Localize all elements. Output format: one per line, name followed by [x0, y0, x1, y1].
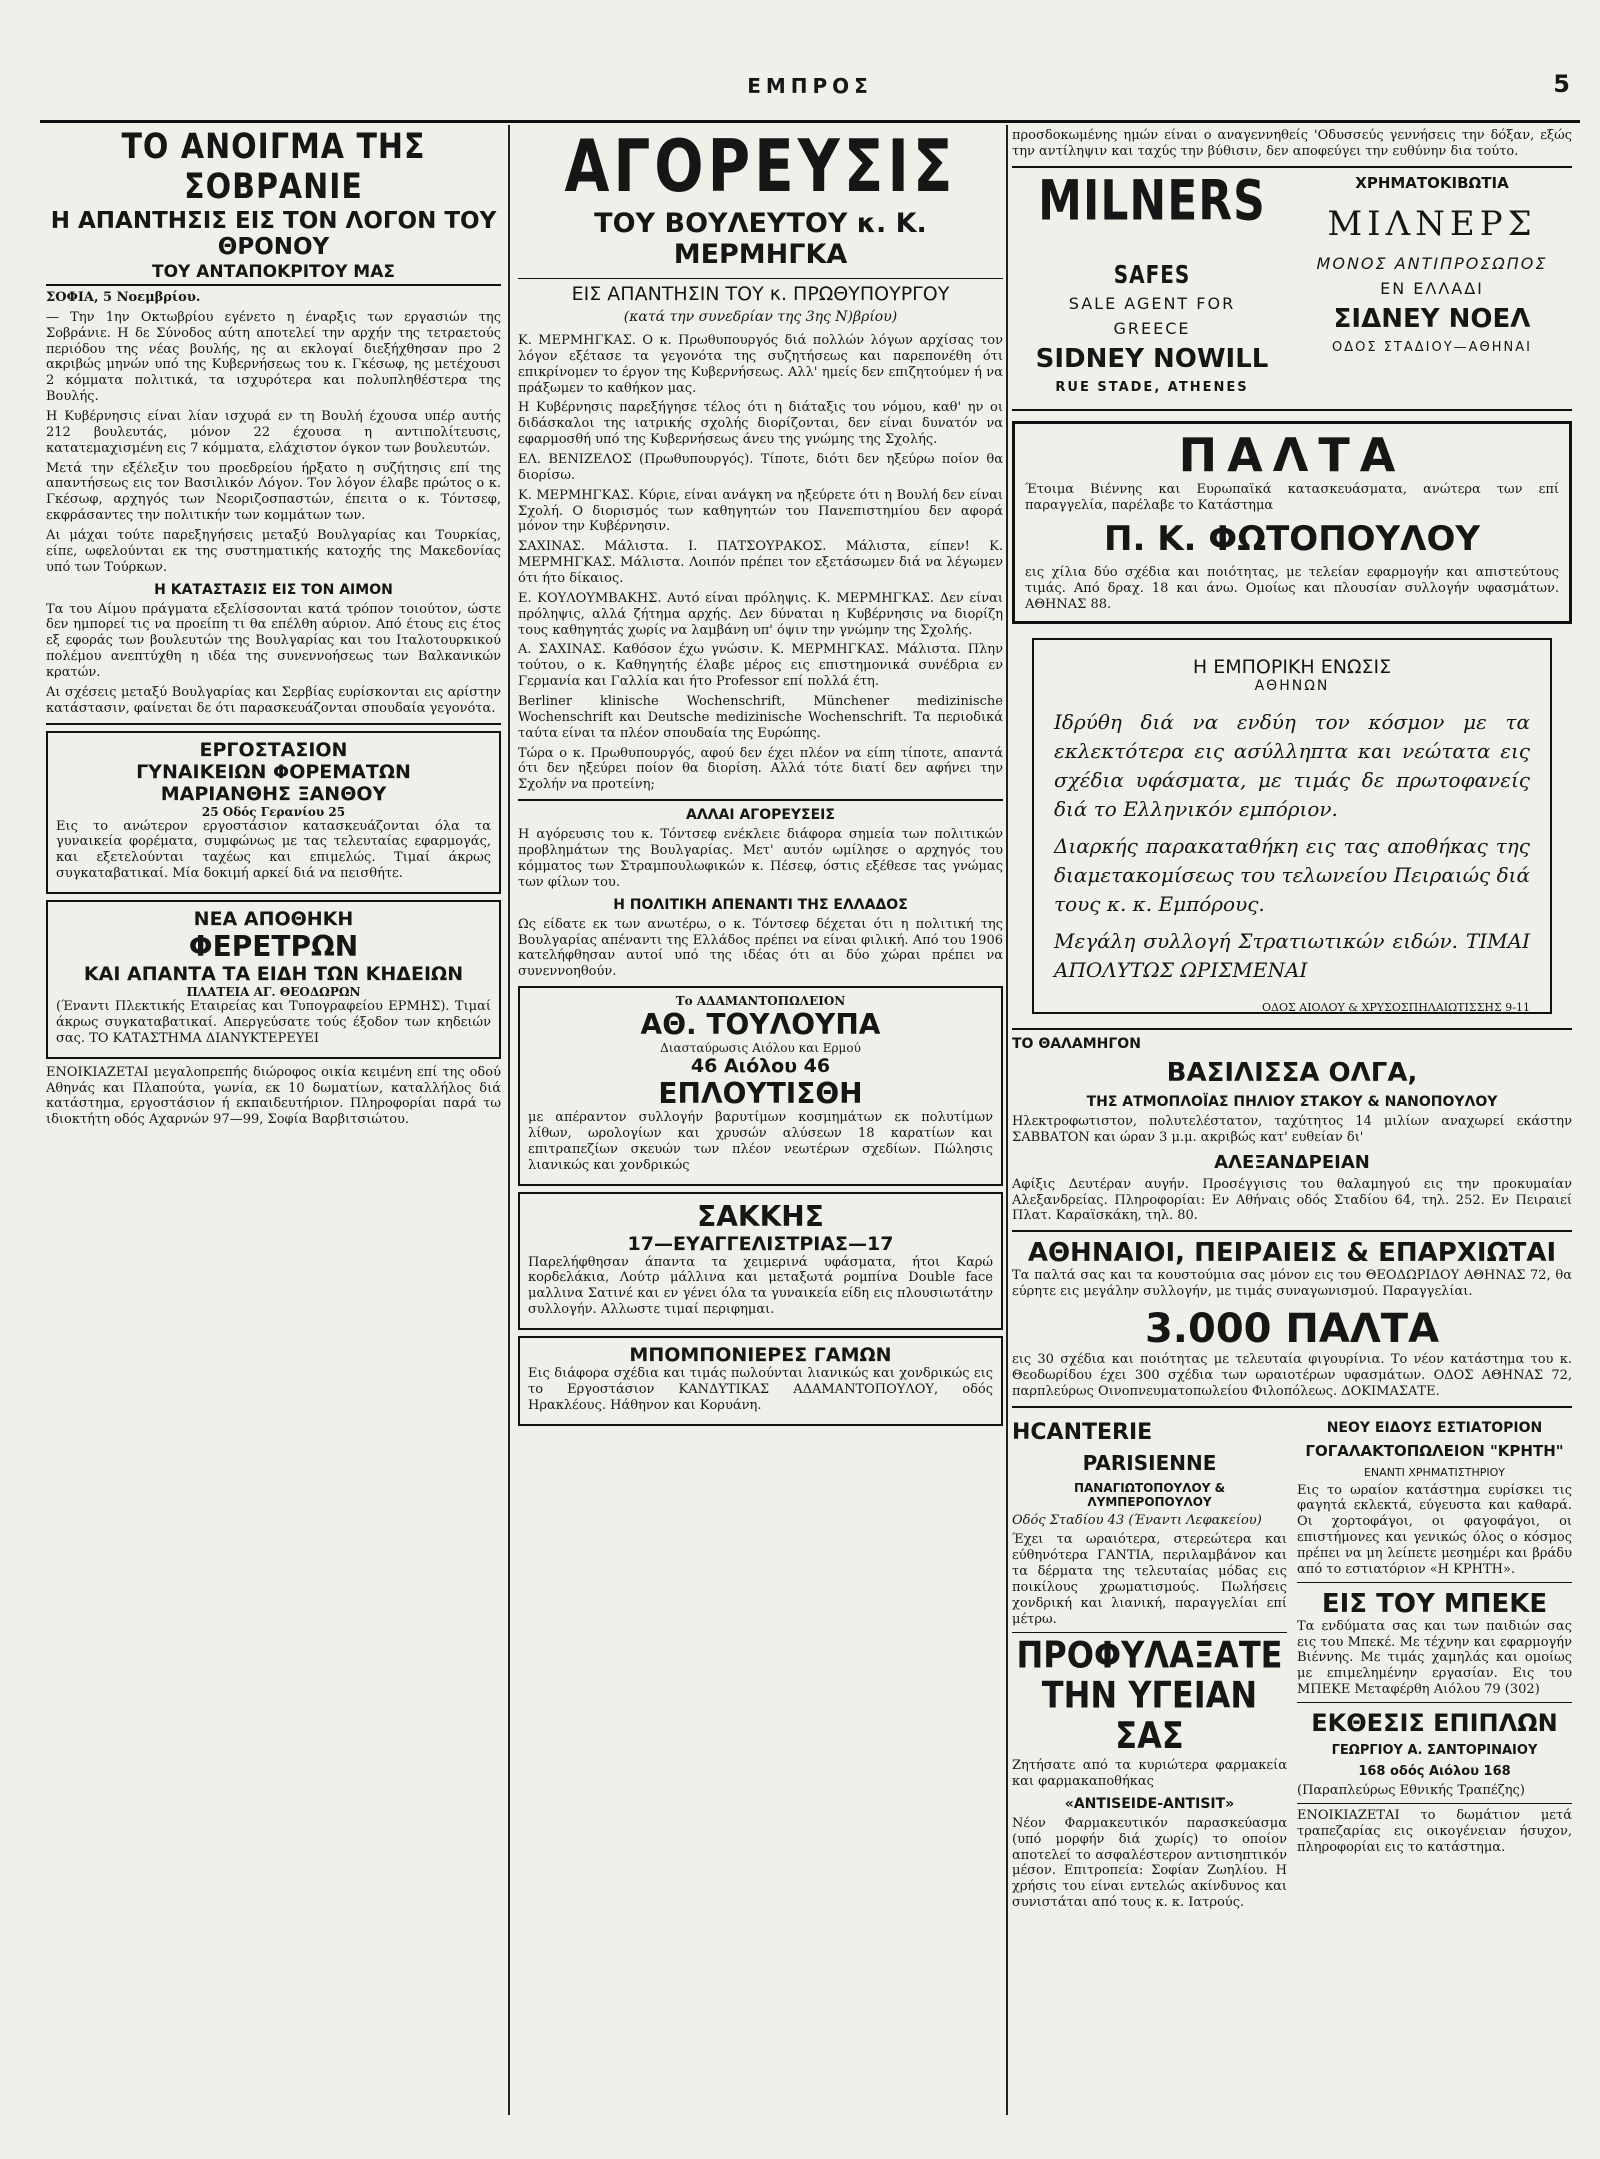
ad-body: Παρελήφθησαν άπαντα τα χειμερινά υφάσματα, ήτοι Καρώ κορδελάκια, Λούτρ μάλλινα και μεταξωτά ρομπίνα Double face μαλλινα Σατινέ και εν γένει όλα τα γυναικεία είδη εις πλουσιωτάτην συλλογήν. Αλλωστε τιμαί περιφημαι.: [528, 1254, 993, 1318]
ad-name: ΒΑΣΙΛΙΣΣΑ ΟΛΓΑ,: [1166, 1058, 1418, 1089]
ad-logo-text: ΜΙΛΝΕΡΣ: [1327, 203, 1537, 244]
article-paragraph: Η Κυβέρνησις παρεξήγησε τέλος ότι η διάταξις του νόμου, καθ' ην οι διδάσκαλοι της ιατρικής σχολής διορίζονται, δεν είναι δυνατόν να εφαρμοσθή υπό της Κυβερνήσεως άνευ της γνώμης της Σχολής.: [518, 400, 1003, 448]
ad-olga: [1012, 1036, 1572, 1224]
article-paragraph: Αι μάχαι τούτε παρεξηγήσεις μεταξύ Βουλγαρίας και Τουρκίας, είπε, ωφελούνται εκ της συστηματικής κατοχής της Μακεδονίας υπό των Τούρκων.: [46, 528, 501, 575]
ad-address: ΕΝΑΝΤΙ ΧΡΗΜΑΤΙΣΤΗΡΙΟΥ: [1363, 1465, 1505, 1479]
speech-session-note: (κατά την συνεδρίαν της 3ης Ν)βρίου): [623, 309, 898, 325]
ad-milners-greek: [1292, 174, 1572, 401]
ad-title: Η ΕΜΠΟΡΙΚΗ ΕΝΩΣΙΣ: [1192, 656, 1392, 679]
ad-title: ΗCANTERIE: [1012, 1419, 1153, 1445]
divider: [1297, 1702, 1572, 1703]
ad-address: RUE STADE, ATHENES: [1055, 379, 1249, 395]
article-paragraph: προσδοκωμένης ημών είναι ο αναγεννηθείς 'Οδυσσεύς γεννήσεις την δόξαν, εξώς την αντίληψιν και ταχύς την βύθισιν, δεν αποφεύγει την ευθύνην δια τούτο.: [1012, 128, 1572, 159]
ad-line: SALE AGENT FOR: [1068, 293, 1236, 313]
page-number: 5: [1553, 70, 1570, 98]
ad-brand: «ANTISEIDE-ANTISIT»: [1064, 1795, 1235, 1812]
ad-body: Τα ενδύματα σας και των παιδιών σας εις του Μπεκέ. Με τέχνην και εφαρμογήν Βιέννης. Με τιμάς χαμηλάς και ομοίως με επιμελημένην εργασίαν. Εις του ΜΠΕΚΕ Μεταφέρθη Αιόλου 79 (302): [1297, 1618, 1572, 1698]
ad-title: ΑΘΗΝΩΝ: [1254, 678, 1330, 695]
ad-column-right: [1297, 1414, 1572, 1915]
ad-title: ΣΑΚΚΗΣ: [697, 1199, 824, 1233]
ad-title: ΕΡΓΟΣΤΑΣΙΟΝ: [199, 738, 348, 761]
article-paragraph: — Την 1ην Οκτωβρίου εγένετο η έναρξις των εργασιών της Σοβράνιε. Η δε Σύνοδος αύτη αποτελεί την αρχήν της τετραετούς περιόδου της νέας βουλής, ης αι εκλογαί διεξήχθησαν προ 2 ακριβώς μηνών υπό της Κυβερνήσεως του κ. Γκέσωφ, ης μετέχουσι 2 κόμματα πολιτικά, τα ισχυρότερα και πολυπληθέστερα της Βουλής.: [46, 309, 501, 405]
ad-palta: [1012, 421, 1572, 624]
classified-ad: ΕΝΟΙΚΙΑΖΕΤΑΙ μεγαλοπρεπής διώροφος οικία κειμένη επί της οδού Αθηνάς και Πλαπούτα, γωνία, εκ 10 δωματίων, καταλλήλος διά κατάστημα, εργοστάσιον ή εκπαιδευτήριον. Πληροφορίαι παρά τω ιδιοκτήτη οδός Αχαρνών 97—99, Σοφία Βαρβιτσιώτου.: [46, 1064, 501, 1128]
ad-address: Οδός Σταδίου 43 (Έναντι Λεφακείου): [1012, 1512, 1262, 1528]
speech-reply-line: ΕΙΣ ΑΠΑΝΤΗΣΙΝ ΤΟΥ κ. ΠΡΩΘΥΠΟΥΡΓΟΥ: [518, 278, 1003, 305]
ad-body: Εις το ωραίον κατάστημα ευρίσκει τις φαγητά εκλεκτά, εύγευστα και καθαρά. Οι χορτοφάγοι, οι φαγοφάγοι, οι επιστήμονες και γενικώς όλος ο κόσμος πρέπει να μη λείπετε μεσημέρι και βράδυ από το εστιατόριον «Η ΚΡΗΤΗ».: [1297, 1482, 1572, 1577]
ad-logo-sub: SAFES: [1113, 258, 1191, 289]
ad-feretron: [46, 900, 501, 1059]
column-divider: [1006, 125, 1008, 2115]
ad-body: Εις το ανώτερον εργοστάσιον κατασκευάζονται όλα τα γυναικεία φορέματα, συμφώνως με τας τελευταίας εφαρμογάς, και εξετελούνται ταχέως και επιμελώς. Τιμαί άκρως συγκαταβατικαί. Μία δοκιμή αρκεί διά να πεισθήτε.: [56, 818, 491, 882]
ad-title: ΤΟ ΘΑΛΑΜΗΓΟΝ: [1012, 1036, 1141, 1053]
section-heading: Η ΠΟΛΙΤΙΚΗ ΑΠΕΝΑΝΤΙ ΤΗΣ ΕΛΛΑΔΟΣ: [613, 896, 908, 913]
article-paragraph: Η αγόρευσις του κ. Τόντσεφ ενέκλειε διάφορα σημεία των πολιτικών προβλημάτων της Βουλγαρίας. Μετ' αυτόν ωμίλησε ο αρχηγός του κόμματος των Στραμπουλωφικών κ. Πέσεφ, όστις εξέθεσε τας γνώμας των φίλων του.: [518, 827, 1003, 890]
article-paragraph: Μετά την εξέλεξιν του προεδρείου ήρξατο η συζήτησις επί της απαντήσεως εις τον Βασιλικόν Λόγον. Τον λόγον έλαβε πρώτος ο κ. Γκέσωφ, αρχηγός των Νεοριζοσπαστών, έπειτα ο κ. Τόντσεφ, εκφράσαντες την πολιτικήν των κομμάτων των.: [46, 460, 501, 524]
ad-title: ΠΡΟΦΥΛΑΞΑΤΕ ΤΗΝ ΥΓΕΙΑΝ ΣΑΣ: [1016, 1632, 1283, 1758]
ad-title: ΝΕΟΥ ΕΙΔΟΥΣ ΕΣΤΙΑΤΟΡΙΟΝ: [1326, 1419, 1543, 1436]
ad-body: Έχει τα ωραιότερα, στερεώτερα και εύθηνότερα ΓΑΝΤΙΑ, περιλαμβάνον και τα δέρματα της τελευταίας μόδας εις ποικίλους χρωματισμούς. Πωλήσεις χονδρική και λιανική, παραγγελίαι επί μέτρω.: [1012, 1532, 1287, 1627]
article-paragraph: Α. ΣΑΧΙΝΑΣ. Καθόσον έχω γνώσιν. Κ. ΜΕΡΜΗΓΚΑΣ. Μάλιστα. Πλην τούτου, ο κ. Καθηγητής έλαβε μέρος εις επιστημονικά συνέδρια εν Γερμανία και Γαλλία και ήτο Professor επί πολλά έτη.: [518, 642, 1003, 690]
ad-column-left: [1012, 1414, 1287, 1915]
divider: [1012, 166, 1572, 168]
ad-body: Νέον Φαρμακευτικόν παρασκεύασμα (υπό μορφήν διά χωρίς) το οποίον αποτελεί το ασφαλέστερον αντισηπτικόν μέσον. Επιτροπεία: Σοφίαν Ζωηλίου. Η χρήσις του είναι εντελώς ακίνδυνος και συνιστάται από τους κ. κ. Ιατρούς.: [1012, 1815, 1287, 1911]
ad-body: εις χίλια δύο σχέδια και ποιότητας, με τελείαν εφαρμογήν και απιστεύτους τιμάς. Από δραχ. 18 και άνω. Ομοίως και πλουσίαν συλλογήν υφασμάτων. ΑΘΗΝΑΣ 88.: [1025, 565, 1559, 613]
ad-address: 25 Οδός Γερανίου 25: [201, 804, 346, 819]
ad-title: PARISIENNE: [1082, 1450, 1217, 1475]
ad-body: Ηλεκτροφωτιστον, πολυτελέστατον, ταχύτητος 14 μιλίων αναχωρεί εκάστην ΣΑΒΒΑΤΟΝ και ώραν 3 μ.μ. ακριβώς κατ' ευθείαν δι': [1012, 1114, 1572, 1145]
ad-milners: [1012, 168, 1572, 411]
ad-address: ΠΛΑΤΕΙΑ ΑΓ. ΘΕΟΔΩΡΩΝ: [186, 985, 361, 1000]
ad-address: ΟΔΟΣ ΑΙΟΛΟΥ & ΧΡΥΣΟΣΠΗΛΑΙΩΤΙΣΣΗΣ 9-11: [1262, 1001, 1530, 1015]
ad-body: με απέραντον συλλογήν βαρυτίμων κοσμημάτων εκ πολυτίμων λίθων, ωρολογίων και χρυσών αλύσεων 18 καρατίων και επιτραπεζίων σκευών των πλέον νεωτέρων σχεδίων. Πώλησις λιανικώς και χονδρικώς: [528, 1110, 993, 1173]
article-paragraph: Τα του Αίμου πράγματα εξελίσσονται κατά τρόπον τοιούτον, ώστε δεν ημπορεί τις να προείπη τι θα επέλθη αύριον. Από έτους εις έτος εξ εφοράς των βουλευτών της Βουλγαρίας και του Ιταλοτουρκικού πολέμου ανεπτύχθη η ιδέα της συνεννοήσεως των Βαλκανικών κρατών.: [46, 601, 501, 681]
ad-title: ΕΚΘΕΣΙΣ ΕΠΙΠΛΩΝ: [1311, 1709, 1558, 1738]
ad-body: Διαρκής παρακαταθήκη εις τας αποθήκας της διαμετακομίσεως του τελωνείου Πειραιώς διά τους κ. κ. Εμπόρους.: [1054, 834, 1531, 917]
ad-body: Εις διάφορα σχέδια και τιμάς πωλούνται λιανικώς και χονδρικώς εις το Εργοστάσιον ΚΑΝΔΥΤΙΚΑΣ ΑΔΑΜΑΝΤΟΠΟΥΛΟΥ, οδός Ηρακλέους. Ηάθηνον και Κορυάνη.: [528, 1365, 993, 1413]
divider: [1012, 1406, 1572, 1408]
article-paragraph: Κ. ΜΕΡΜΗΓΚΑΣ. Κύριε, είναι ανάγκη να ηξεύρετε ότι η Βουλή δεν είναι Σχολή. Ο διορισμός των καθηγητών του Πανεπιστημίου δεν αφορά μόνον την Κυβέρνησιν.: [518, 487, 1003, 535]
ad-title: Το ΑΔΑΜΑΝΤΟΠΩΛΕΙΟΝ: [675, 994, 846, 1009]
column-middle: [518, 128, 1003, 2128]
ad-ergostasion: [46, 731, 501, 894]
ad-body: Ζητήσατε από τα κυριώτερα φαρμακεία και φαρμακαποθήκας: [1012, 1758, 1287, 1790]
section-heading: Η ΚΑΤΑΣΤΑΣΙΣ ΕΙΣ ΤΟΝ ΑΙΜΟΝ: [154, 581, 393, 598]
ad-destination: ΑΛΕΞΑΝΔΡΕΙΑΝ: [1214, 1151, 1370, 1173]
article-subheadline: Η ΑΠΑΝΤΗΣΙΣ ΕΙΣ ΤΟΝ ΛΟΓΟΝ ΤΟΥ ΘΡΟΝΟΥ: [50, 208, 497, 260]
ad-address: 168 οδός Αιόλου 168: [1358, 1764, 1511, 1780]
column-left: [46, 128, 501, 2128]
ad-name: ΣΙΔΝΕΥ ΝΟΕΛ: [1333, 303, 1531, 334]
ad-sakkis: [518, 1192, 1003, 1330]
ad-body: (Έναντι Πλεκτικής Εταιρείας και Τυπογραφείου ΕΡΜΗΣ). Τιμαί άκρως συγκαταβατικαί. Απεργεύσατε τούς έξοδον των κηδειών σας. ΤΟ ΚΑΤΑΣΤΗΜΑ ΔΙΑΝΥΚΤΕΡΕΥΕΙ: [56, 999, 491, 1046]
ad-athinaioi: [1012, 1238, 1572, 1399]
article-paragraph: Η Κυβέρνησις είναι λίαν ισχυρά εν τη Βουλή έχουσα υπέρ αυτής 212 βουλευτάς, μόνον 22 έχουσα η αντιπολίτευσις, κατατεμαχισμένη εις 7 κόμματα, ελάχιστον όγκον των βουλευτών.: [46, 409, 501, 456]
article-paragraph: Αι σχέσεις μεταξύ Βουλγαρίας και Σερβίας ευρίσκονται εις αρίστην κατάστασιν, φαίνεται δε ότι παρασκευάζονται σπουδαία γεγονότα.: [46, 684, 501, 716]
ad-title: ΜΠΟΜΠΟΝΙΕΡΕΣ ΓΑΜΩΝ: [629, 1343, 892, 1366]
divider: [518, 799, 1003, 801]
ad-logo-text: MILNERS: [1038, 168, 1266, 233]
ad-title: ΕΠΛΟΥΤΙΣΘΗ: [658, 1077, 863, 1111]
ad-body: Ιδρύθη διά να ενδύη τον κόσμον με τα εκλεκτότερα εις ασύλληπτα και νεώτατα εις σχέδια υφάσματα, με τιμάς δε πρωτοφανείς διά το Ελληνικόν εμπόριον.: [1054, 710, 1530, 822]
masthead: [40, 60, 1580, 123]
classified-ad: ΕΝΟΙΚΙΑΖΕΤΑΙ το δωμάτιον μετά τραπεζαρίας εις οικογένειαν ήσυχον, πληροφορίαι εις το κατάστημα.: [1297, 1807, 1572, 1855]
ad-big-text: 3.000 ΠΑΛΤΑ: [1144, 1306, 1440, 1353]
ad-touloupa: [518, 986, 1003, 1185]
ad-line: GREECE: [1113, 318, 1191, 338]
ad-address: 46 Αιόλου 46: [690, 1055, 831, 1078]
divider: [1012, 1230, 1572, 1232]
divider: [46, 723, 501, 725]
right-bottom-split: [1012, 1414, 1572, 1915]
divider: [1012, 1028, 1572, 1030]
ad-title: ΑΘΗΝΑΙΟΙ, ΠΕΙΡΑΙΕΙΣ & ΕΠΑΡΧΙΩΤΑΙ: [1027, 1238, 1557, 1269]
ad-title: ΝΕΑ ΑΠΟΘΗΚΗ: [193, 908, 354, 931]
article-paragraph: ΣΑΧΙΝΑΣ. Μάλιστα. Ι. ΠΑΤΣΟΥΡΑΚΟΣ. Μάλιστα, είπεν! Κ. ΜΕΡΜΗΓΚΑΣ. Μάλιστα. Λοιπόν πρέπει τον εξετάσωμεν διά να λέγωμεν ότι ήτο δίκαιος.: [518, 539, 1003, 587]
ad-title: ΚΑΙ ΑΠΑΝΤΑ ΤΑ ΕΙΔΗ ΤΩΝ ΚΗΔΕΙΩΝ: [83, 963, 464, 986]
article-headline: ΤΟ ΑΝΟΙΓΜΑ ΤΗΣ ΣΟΒΡΑΝΙΕ: [121, 128, 426, 208]
ad-subtitle: ΠΑΝΑΓΙΩΤΟΠΟΥΛΟΥ & ΛΥΜΠΕΡΟΠΟΥΛΟΥ: [1073, 1480, 1226, 1509]
ad-line: ΜΟΝΟΣ ΑΝΤΙΠΡΟΣΩΠΟΣ: [1316, 253, 1548, 273]
ad-address: Διασταύρωσις Αιόλου και Ερμού: [660, 1041, 861, 1056]
ad-line: ΧΡΗΜΑΤΟΚΙΒΩΤΙΑ: [1355, 173, 1509, 192]
ad-body: (Παραπλεύρως Εθνικής Τραπέζης): [1297, 1783, 1525, 1799]
column-right: [1012, 128, 1572, 2128]
ad-title: ΦΕΡΕΤΡΩΝ: [188, 930, 359, 964]
ad-body: Αφίξις Δευτέραν αυγήν. Προσέγγισις του θαλαμηγού εις την προκυμαίαν Αλεξανδρείας. Πληροφορίαι: Εν Αθήναις οδός Σταδίου 64, τηλ. 252. Εν Πειραιεί Πλατ. Καραϊσκάκη, τηλ. 80.: [1012, 1176, 1572, 1224]
ad-body: Έτοιμα Βιέννης και Ευρωπαϊκά κατασκευάσματα, ανώτερα των επί παραγγελία, παρέλαβε το Κατάστημα: [1025, 481, 1559, 513]
article-paragraph: Ε. ΚΟΥΛΟΥΜΒΑΚΗΣ. Αυτό είναι πρόληψις. Κ. ΜΕΡΜΗΓΚΑΣ. Δεν είναι πρόληψις, αλλά ζήτημα αρχής. Δεν δύναται η Κυβέρνησις να διορίζη τους καθηγητάς χωρίς να λαμβάνη υπ' όψιν την γνώμην της Σχολής.: [518, 590, 1003, 638]
article-dateline: ΣΟΦΙΑ, 5 Νοεμβρίου.: [46, 290, 201, 305]
ad-title: ΜΑΡΙΑΝΘΗΣ ΞΑΝΘΟΥ: [160, 782, 387, 805]
speech-subheadline: ΤΟΥ ΒΟΥΛΕΥΤΟΥ κ. Κ. ΜΕΡΜΗΓΚΑ: [594, 208, 927, 270]
ad-milners-english: [1012, 168, 1292, 401]
ad-name: ΓΕΩΡΓΙΟΥ Α. ΣΑΝΤΟΡΙΝΑΙΟΥ: [1331, 1743, 1538, 1759]
divider: [1297, 1582, 1572, 1583]
newspaper-title: ΕΜΠΡΟΣ: [747, 74, 873, 98]
ad-name: Π. Κ. ΦΩΤΟΠΟΥΛΟΥ: [1103, 519, 1481, 560]
ad-subtitle: ΤΗΣ ΑΤΜΟΠΛΟΪΑΣ ΠΗΛΙΟΥ ΣΤΑΚΟΥ & ΝΑΝΟΠΟΥΛΟΥ: [1086, 1094, 1498, 1111]
ad-logo: [1012, 169, 1292, 297]
ad-body: Τα παλτά σας και τα κουστούμια σας μόνον εις του ΘΕΟΔΩΡΙΔΟΥ ΑΘΗΝΑΣ 72, θα εύρητε εις μεγάλην συλλογήν, με τιμάς συναγωνισμού. Παραγγελίαι.: [1012, 1268, 1572, 1300]
article-paragraph: Τώρα ο κ. Πρωθυπουργός, αφού δεν έχει πλέον να είπη τίποτε, απαντά ότι δεν ηξεύρει ποίον θα διορίση. Αλλά τότε διατί δεν αφήνει την Σχολήν να προτείνη;: [518, 745, 1003, 793]
article-paragraph: Ως είδατε εκ των ανωτέρω, ο κ. Τόντσεφ δέχεται ότι η πολιτική της Βουλγαρίας απέναντι της Ελλάδος πρέπει να είναι φιλική. Από του 1906 κατελήφθησαν αυτοί υπό της ιδέας ότι αι δύο χώραι πρέπει να συνεννοηθούν.: [518, 916, 1003, 980]
ad-name: SIDNEY NOWILL: [1035, 343, 1269, 374]
article-paragraph: Κ. ΜΕΡΜΗΓΚΑΣ. Ο κ. Πρωθυπουργός διά πολλών λόγων αρχίσας τον λόγον εξέτασε τα γεγονότα της συζητήσεως και παρεπονέθη ότι επικρίνομεν το έργον της Κυβερνήσεως. Αλλ' ημείς δεν επιζητούμεν ή να πράξωμεν το καθήκον μας.: [518, 333, 1003, 396]
column-divider: [508, 125, 510, 2115]
speech-headline: ΑΓΟΡΕΥΣΙΣ: [564, 128, 957, 209]
article-paragraph: Berliner klinische Wochenschrift, Münchener medizinische Wochenschrift και Deutsche medizinische Wochenschrift. Τα περιοδικά ταύτα είναι τα πλέον σπουδαία της Ευρώπης.: [518, 694, 1003, 741]
ad-title: ΕΙΣ ΤΟΥ ΜΠΕΚΕ: [1321, 1588, 1548, 1619]
divider: [1297, 1803, 1572, 1804]
ad-body: εις 30 σχέδια και ποιότητας με τελευταία φιγουρίνια. Το νέον κατάστημα του κ. Θεοδωρίδου έχει 300 σχέδια των ωραιοτέρων υφασμάτων. ΟΔΟΣ ΑΘΗΝΑΣ 72, παρπλεύρως Οινοπνευματοπωλείου Φιλοπόλεως. ΔΟΚΙΜΑΣΑΤΕ.: [1012, 1352, 1572, 1399]
ad-title: ΠΑΛΤΑ: [1178, 427, 1406, 482]
ad-title: ΑΘ. ΤΟΥΛΟΥΠΑ: [640, 1008, 881, 1042]
article-paragraph: ΕΛ. ΒΕΝΙΖΕΛΟΣ (Πρωθυπουργός). Τίποτε, διότι δεν ηξεύρω ποίον θα διορίσω.: [518, 452, 1003, 483]
ad-address: ΟΔΟΣ ΣΤΑΔΙΟΥ—ΑΘΗΝΑΙ: [1331, 339, 1532, 355]
ad-emporiki-enosis: [1032, 638, 1552, 1014]
ad-bomponieres: [518, 1336, 1003, 1426]
section-heading: ΑΛΛΑΙ ΑΓΟΡΕΥΣΕΙΣ: [686, 807, 835, 824]
ad-line: ΕΝ ΕΛΛΑΔΙ: [1380, 278, 1484, 298]
ad-title: ΓΟΓΑΛΑΚΤΟΠΩΛΕΙΟΝ "ΚΡΗΤΗ": [1305, 1441, 1564, 1460]
ad-title: ΓΥΝΑΙΚΕΙΩΝ ΦΟΡΕΜΑΤΩΝ: [136, 760, 411, 783]
ad-address: 17—ΕΥΑΓΓΕΛΙΣΤΡΙΑΣ—17: [627, 1232, 894, 1255]
ad-body: Μεγάλη συλλογή Στρατιωτικών ειδών. ΤΙΜΑΙ ΑΠΟΛΥΤΩΣ ΩΡΙΣΜΕΝΑΙ: [1054, 929, 1530, 983]
article-byline: ΤΟΥ ΑΝΤΑΠΟΚΡΙΤΟΥ ΜΑΣ: [46, 262, 501, 286]
